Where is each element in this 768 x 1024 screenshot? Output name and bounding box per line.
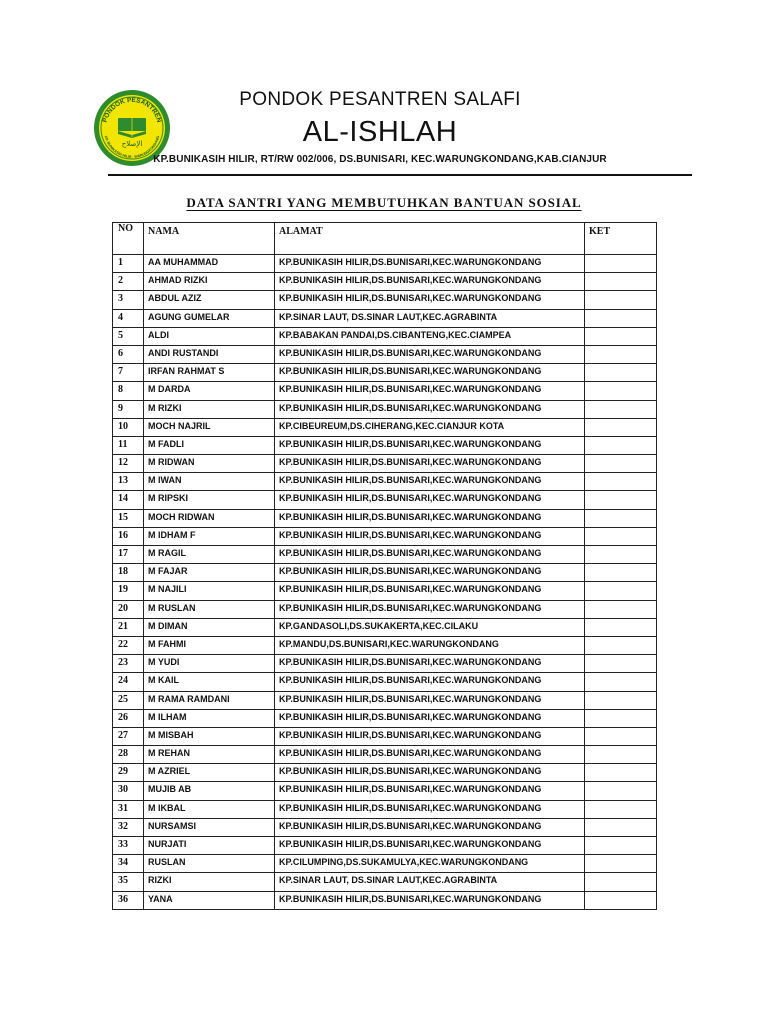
cell-nama: M IKBAL [144,800,275,818]
cell-alamat: KP.BUNIKASIH HILIR,DS.BUNISARI,KEC.WARUNGKONDANG [275,473,585,491]
cell-alamat: KP.BUNIKASIH HILIR,DS.BUNISARI,KEC.WARUNGKONDANG [275,582,585,600]
cell-no: 2 [113,273,144,291]
cell-no: 24 [113,673,144,691]
cell-nama: M RAGIL [144,546,275,564]
cell-alamat: KP.CILUMPING,DS.SUKAMULYA,KEC.WARUNGKONDANG [275,855,585,873]
cell-nama: MOCH RIDWAN [144,509,275,527]
cell-alamat: KP.BUNIKASIH HILIR,DS.BUNISARI,KEC.WARUNGKONDANG [275,364,585,382]
cell-nama: RIZKI [144,873,275,891]
cell-no: 35 [113,873,144,891]
table-row [113,746,657,764]
table-row [113,782,657,800]
cell-ket [585,818,657,836]
cell-ket [585,873,657,891]
cell-nama: AA MUHAMMAD [144,255,275,273]
cell-ket [585,855,657,873]
table-row [113,764,657,782]
cell-alamat: KP.BUNIKASIH HILIR,DS.BUNISARI,KEC.WARUNGKONDANG [275,509,585,527]
cell-alamat: KP.BUNIKASIH HILIR,DS.BUNISARI,KEC.WARUNGKONDANG [275,436,585,454]
cell-nama: M MISBAH [144,727,275,745]
cell-no: 8 [113,382,144,400]
cell-ket [585,546,657,564]
cell-ket [585,618,657,636]
cell-alamat: KP.BUNIKASIH HILIR,DS.BUNISARI,KEC.WARUNGKONDANG [275,691,585,709]
cell-ket [585,364,657,382]
cell-nama: M DARDA [144,382,275,400]
cell-no: 22 [113,636,144,654]
cell-alamat: KP.SINAR LAUT, DS.SINAR LAUT,KEC.AGRABINTA [275,873,585,891]
cell-ket [585,746,657,764]
table-row [113,855,657,873]
cell-ket [585,636,657,654]
cell-ket [585,691,657,709]
table-row [113,600,657,618]
cell-nama: M FADLI [144,436,275,454]
cell-nama: M RAMA RAMDANI [144,691,275,709]
table-row [113,691,657,709]
cell-no: 11 [113,436,144,454]
cell-alamat: KP.BUNIKASIH HILIR,DS.BUNISARI,KEC.WARUNGKONDANG [275,273,585,291]
cell-alamat: KP.BUNIKASIH HILIR,DS.BUNISARI,KEC.WARUNGKONDANG [275,800,585,818]
cell-nama: ANDI RUSTANDI [144,345,275,363]
table-row [113,345,657,363]
cell-ket [585,345,657,363]
cell-ket [585,273,657,291]
cell-nama: M AZRIEL [144,764,275,782]
cell-ket [585,255,657,273]
cell-no: 13 [113,473,144,491]
cell-ket [585,837,657,855]
svg-text:الإصلاح: الإصلاح [121,140,143,148]
cell-alamat: KP.BUNIKASIH HILIR,DS.BUNISARI,KEC.WARUNGKONDANG [275,455,585,473]
cell-nama: M RUSLAN [144,600,275,618]
cell-nama: NURSAMSI [144,818,275,836]
table-row [113,891,657,909]
cell-nama: RUSLAN [144,855,275,873]
table-row [113,455,657,473]
cell-alamat: KP.BUNIKASIH HILIR,DS.BUNISARI,KEC.WARUNGKONDANG [275,709,585,727]
cell-nama: NURJATI [144,837,275,855]
cell-alamat: KP.BUNIKASIH HILIR,DS.BUNISARI,KEC.WARUNGKONDANG [275,600,585,618]
cell-no: 23 [113,655,144,673]
table-row [113,673,657,691]
cell-nama: MUJIB AB [144,782,275,800]
cell-no: 33 [113,837,144,855]
table-row [113,564,657,582]
cell-ket [585,891,657,909]
cell-no: 34 [113,855,144,873]
cell-alamat: KP.BUNIKASIH HILIR,DS.BUNISARI,KEC.WARUNGKONDANG [275,527,585,545]
cell-alamat: KP.CIBEUREUM,DS.CIHERANG,KEC.CIANJUR KOTA [275,418,585,436]
cell-ket [585,764,657,782]
cell-no: 20 [113,600,144,618]
table-row [113,364,657,382]
cell-no: 3 [113,291,144,309]
cell-alamat: KP.BUNIKASIH HILIR,DS.BUNISARI,KEC.WARUNGKONDANG [275,546,585,564]
cell-no: 26 [113,709,144,727]
cell-nama: M FAHMI [144,636,275,654]
cell-ket [585,436,657,454]
column-header-ket: KET [585,223,657,255]
table-row [113,309,657,327]
cell-ket [585,800,657,818]
table-row [113,327,657,345]
cell-ket [585,673,657,691]
cell-nama: M IWAN [144,473,275,491]
table-row [113,800,657,818]
cell-nama: M RIDWAN [144,455,275,473]
document-title: DATA SANTRI YANG MEMBUTUHKAN BANTUAN SOSIAL [186,195,582,210]
cell-no: 15 [113,509,144,527]
cell-nama: ABDUL AZIZ [144,291,275,309]
cell-alamat: KP.BUNIKASIH HILIR,DS.BUNISARI,KEC.WARUNGKONDANG [275,291,585,309]
cell-ket [585,382,657,400]
table-row [113,527,657,545]
cell-alamat: KP.BUNIKASIH HILIR,DS.BUNISARI,KEC.WARUNGKONDANG [275,891,585,909]
table-row [113,509,657,527]
cell-ket [585,327,657,345]
cell-no: 19 [113,582,144,600]
cell-nama: M REHAN [144,746,275,764]
column-header-no: NO [113,223,144,255]
header-divider [108,174,692,176]
cell-ket [585,309,657,327]
cell-ket [585,509,657,527]
cell-nama: M FAJAR [144,564,275,582]
cell-ket [585,418,657,436]
cell-no: 12 [113,455,144,473]
cell-no: 4 [113,309,144,327]
cell-nama: YANA [144,891,275,909]
cell-nama: AGUNG GUMELAR [144,309,275,327]
cell-no: 27 [113,727,144,745]
organization-address: KP.BUNIKASIH HILIR, RT/RW 002/006, DS.BUNISARI, KEC.WARUNGKONDANG,KAB.CIANJUR [153,154,607,165]
cell-alamat: KP.GANDASOLI,DS.SUKAKERTA,KEC.CILAKU [275,618,585,636]
cell-no: 5 [113,327,144,345]
cell-nama: M RIZKI [144,400,275,418]
table-row [113,873,657,891]
cell-alamat: KP.BUNIKASIH HILIR,DS.BUNISARI,KEC.WARUNGKONDANG [275,764,585,782]
cell-no: 9 [113,400,144,418]
cell-alamat: KP.BUNIKASIH HILIR,DS.BUNISARI,KEC.WARUNGKONDANG [275,400,585,418]
cell-no: 36 [113,891,144,909]
cell-ket [585,709,657,727]
svg-text:PONDOK PESANTREN: PONDOK PESANTREN [101,96,163,124]
cell-no: 14 [113,491,144,509]
table-row [113,491,657,509]
cell-no: 31 [113,800,144,818]
table-row [113,436,657,454]
cell-ket [585,564,657,582]
organization-name: PONDOK PESANTREN SALAFI [239,89,521,110]
cell-ket [585,782,657,800]
cell-no: 1 [113,255,144,273]
cell-alamat: KP.BUNIKASIH HILIR,DS.BUNISARI,KEC.WARUNGKONDANG [275,255,585,273]
cell-no: 21 [113,618,144,636]
cell-no: 18 [113,564,144,582]
cell-alamat: KP.MANDU,DS.BUNISARI,KEC.WARUNGKONDANG [275,636,585,654]
cell-no: 29 [113,764,144,782]
cell-ket [585,291,657,309]
cell-nama: M IDHAM F [144,527,275,545]
table-row [113,255,657,273]
column-header-alamat: ALAMAT [275,223,585,255]
cell-alamat: KP.BABAKAN PANDAI,DS.CIBANTENG,KEC.CIAMPEA [275,327,585,345]
cell-nama: M ILHAM [144,709,275,727]
cell-no: 30 [113,782,144,800]
table-row [113,382,657,400]
table-row [113,655,657,673]
cell-alamat: KP.BUNIKASIH HILIR,DS.BUNISARI,KEC.WARUNGKONDANG [275,491,585,509]
cell-no: 28 [113,746,144,764]
table-row [113,400,657,418]
cell-ket [585,491,657,509]
cell-ket [585,455,657,473]
cell-nama: MOCH NAJRIL [144,418,275,436]
table-row [113,636,657,654]
cell-ket [585,400,657,418]
cell-no: 7 [113,364,144,382]
cell-no: 16 [113,527,144,545]
table-row [113,818,657,836]
cell-no: 32 [113,818,144,836]
cell-nama: AHMAD RIZKI [144,273,275,291]
cell-nama: IRFAN RAHMAT S [144,364,275,382]
table-row [113,727,657,745]
cell-ket [585,527,657,545]
cell-alamat: KP.BUNIKASIH HILIR,DS.BUNISARI,KEC.WARUNGKONDANG [275,655,585,673]
cell-alamat: KP.BUNIKASIH HILIR,DS.BUNISARI,KEC.WARUNGKONDANG [275,782,585,800]
cell-nama: M RIPSKI [144,491,275,509]
cell-ket [585,582,657,600]
table-row [113,473,657,491]
table-row [113,273,657,291]
table-row [113,837,657,855]
table-row [113,291,657,309]
table-body [113,255,657,910]
cell-alamat: KP.BUNIKASIH HILIR,DS.BUNISARI,KEC.WARUNGKONDANG [275,382,585,400]
cell-alamat: KP.BUNIKASIH HILIR,DS.BUNISARI,KEC.WARUNGKONDANG [275,746,585,764]
cell-alamat: KP.BUNIKASIH HILIR,DS.BUNISARI,KEC.WARUNGKONDANG [275,345,585,363]
cell-alamat: KP.BUNIKASIH HILIR,DS.BUNISARI,KEC.WARUNGKONDANG [275,564,585,582]
cell-nama: M KAIL [144,673,275,691]
cell-ket [585,727,657,745]
cell-alamat: KP.BUNIKASIH HILIR,DS.BUNISARI,KEC.WARUNGKONDANG [275,818,585,836]
cell-no: 25 [113,691,144,709]
cell-alamat: KP.BUNIKASIH HILIR,DS.BUNISARI,KEC.WARUNGKONDANG [275,727,585,745]
cell-ket [585,473,657,491]
cell-no: 6 [113,345,144,363]
cell-nama: ALDI [144,327,275,345]
table-row [113,582,657,600]
cell-no: 10 [113,418,144,436]
organization-title: AL-ISHLAH [302,116,458,148]
cell-alamat: KP.BUNIKASIH HILIR,DS.BUNISARI,KEC.WARUNGKONDANG [275,837,585,855]
table-row [113,418,657,436]
svg-text:KP. BUNIKASIH HILIR - WARUNGKO: KP. BUNIKASIH HILIR - WARUNGKONDANG [103,135,161,160]
column-header-nama: NAMA [144,223,275,255]
table-row [113,546,657,564]
cell-ket [585,655,657,673]
cell-no: 17 [113,546,144,564]
cell-nama: M NAJILI [144,582,275,600]
cell-alamat: KP.SINAR LAUT, DS.SINAR LAUT,KEC.AGRABINTA [275,309,585,327]
santri-table [112,222,657,910]
cell-ket [585,600,657,618]
cell-alamat: KP.BUNIKASIH HILIR,DS.BUNISARI,KEC.WARUNGKONDANG [275,673,585,691]
table-header-row [113,223,657,255]
cell-nama: M DIMAN [144,618,275,636]
cell-nama: M YUDI [144,655,275,673]
table-row [113,618,657,636]
table-row [113,709,657,727]
